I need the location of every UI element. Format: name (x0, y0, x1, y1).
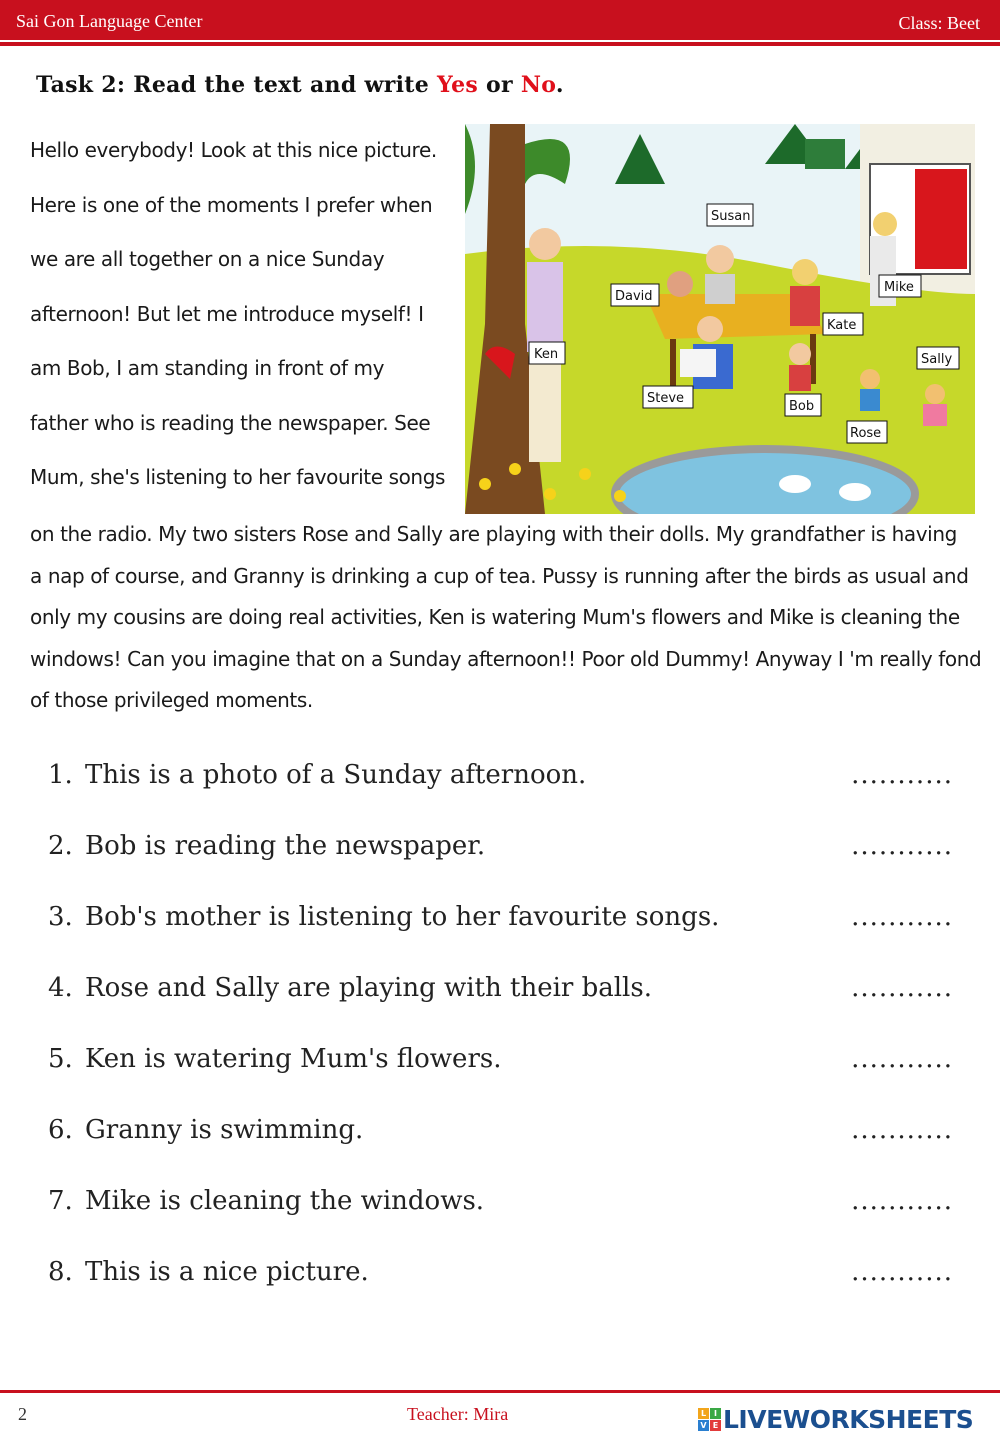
passage-line: windows! Can you imagine that on a Sunday afternoon!! Poor old Dummy! Anyway I 'm really fond (30, 646, 982, 671)
question-item (48, 760, 953, 800)
ken-head (529, 228, 561, 260)
school-name: Sai Gon Language Center (16, 11, 203, 31)
table-leg (670, 339, 676, 389)
answer-blank[interactable]: ........... (851, 902, 953, 932)
label-text: Rose (850, 426, 882, 441)
passage-line: a nap of course, and Granny is drinking a cup of tea. Pussy is running after the birds as usual and (30, 563, 969, 588)
question-number: 7. (48, 1186, 73, 1216)
steve-head (697, 316, 723, 342)
passage-line: of those privileged moments. (30, 688, 313, 712)
mike-head (873, 212, 897, 236)
answer-blank[interactable]: ........... (851, 831, 953, 861)
bob-head (789, 343, 811, 365)
label-steve (643, 386, 693, 408)
teacher-name: Teacher: Mira (407, 1404, 509, 1424)
ken-body (527, 262, 563, 352)
question-item (48, 1044, 953, 1084)
question-number: 3. (48, 902, 73, 932)
passage-line: Mum, she's listening to her favourite songs (30, 465, 446, 489)
label-susan (707, 204, 753, 226)
answer-blank[interactable]: ........... (851, 1186, 953, 1216)
task-yes: Yes (436, 72, 479, 98)
label-text: Mike (884, 280, 914, 295)
question-text: This is a nice picture. (85, 1257, 369, 1287)
question-item (48, 1257, 953, 1297)
page-number: 2 (18, 1404, 27, 1424)
duck (839, 483, 871, 501)
question-item (48, 902, 953, 942)
logo-block: L (698, 1408, 709, 1419)
question-number: 1. (48, 760, 73, 790)
class-label: Class: Beet (898, 13, 980, 33)
family-illustration (465, 124, 975, 514)
logo-block: V (698, 1420, 709, 1431)
label-text: Ken (534, 347, 559, 362)
rose-body (860, 389, 880, 411)
kate-body (790, 286, 820, 326)
logo-blocks-icon (698, 1408, 721, 1431)
question-text: Mike is cleaning the windows. (85, 1186, 485, 1216)
footer-rule (0, 1390, 1000, 1393)
label-david (611, 284, 659, 306)
label-mike (879, 275, 921, 297)
task-prefix: Task 2: Read the text and write (36, 72, 437, 98)
label-text: Kate (827, 318, 857, 333)
page-header (0, 0, 1000, 48)
logo-block: E (710, 1420, 721, 1431)
label-rose (847, 421, 887, 443)
distant-house (805, 139, 845, 169)
passage-line: Hello everybody! Look at this nice picture. (30, 138, 437, 162)
answer-blank[interactable]: ........... (851, 973, 953, 1003)
label-text: Sally (921, 352, 953, 367)
kate-head (792, 259, 818, 285)
rose-head (860, 369, 880, 389)
label-text: Steve (647, 391, 685, 406)
label-text: Bob (789, 399, 815, 414)
passage-line: on the radio. My two sisters Rose and Sally are playing with their dolls. My grandfather is having (30, 522, 957, 546)
label-text: David (615, 289, 653, 304)
question-text: Rose and Sally are playing with their balls. (85, 973, 652, 1003)
question-item (48, 831, 953, 871)
question-item (48, 1115, 953, 1155)
answer-blank[interactable]: ........... (851, 1257, 953, 1287)
question-text: Bob is reading the newspaper. (85, 831, 486, 861)
task-or: or (478, 72, 521, 98)
passage-top (30, 134, 455, 516)
label-sally (917, 347, 959, 369)
header-rule (0, 42, 1000, 46)
answer-blank[interactable]: ........... (851, 760, 953, 790)
question-number: 4. (48, 973, 73, 1003)
question-number: 6. (48, 1115, 73, 1145)
question-number: 8. (48, 1257, 73, 1287)
newspaper (680, 349, 716, 377)
answer-blank[interactable]: ........... (851, 1044, 953, 1074)
label-ken (529, 342, 565, 364)
sally-head (925, 384, 945, 404)
passage-line: only my cousins are doing real activities, Ken is watering Mum's flowers and Mike is cleaning the (30, 605, 960, 629)
question-number: 2. (48, 831, 73, 861)
question-number: 5. (48, 1044, 73, 1074)
ken-legs (529, 352, 561, 462)
sally-body (923, 404, 947, 426)
answer-blank[interactable]: ........... (851, 1115, 953, 1145)
question-text: Granny is swimming. (85, 1115, 364, 1145)
duck (779, 475, 811, 493)
logo-block: I (710, 1408, 721, 1419)
illustration-svg (465, 124, 975, 514)
task-no: No (520, 72, 556, 98)
question-item (48, 973, 953, 1013)
passage-bottom (30, 518, 982, 726)
susan-head (706, 245, 734, 273)
passage-line: afternoon! But let me introduce myself! I (30, 301, 424, 326)
question-item (48, 1186, 953, 1226)
question-text: Bob's mother is listening to her favourite songs. (85, 902, 720, 932)
red-curtain (915, 169, 967, 269)
passage-line: am Bob, I am standing in front of my (30, 356, 385, 380)
logo-text: LIVEWORKSHEETS (723, 1404, 974, 1434)
label-bob (785, 394, 821, 416)
passage-line: father who is reading the newspaper. See (30, 410, 431, 435)
susan-body (705, 274, 735, 304)
task-title (36, 72, 564, 98)
david-head (667, 271, 693, 297)
question-text: Ken is watering Mum's flowers. (85, 1044, 502, 1074)
liveworksheets-logo[interactable] (698, 1402, 973, 1436)
passage-line: Here is one of the moments I prefer when (30, 192, 433, 217)
question-text: This is a photo of a Sunday afternoon. (85, 760, 587, 790)
task-suffix: . (555, 72, 564, 98)
passage-line: we are all together on a nice Sunday (30, 247, 385, 271)
bob-body (789, 365, 811, 391)
label-text: Susan (711, 209, 751, 224)
label-kate (823, 313, 863, 335)
